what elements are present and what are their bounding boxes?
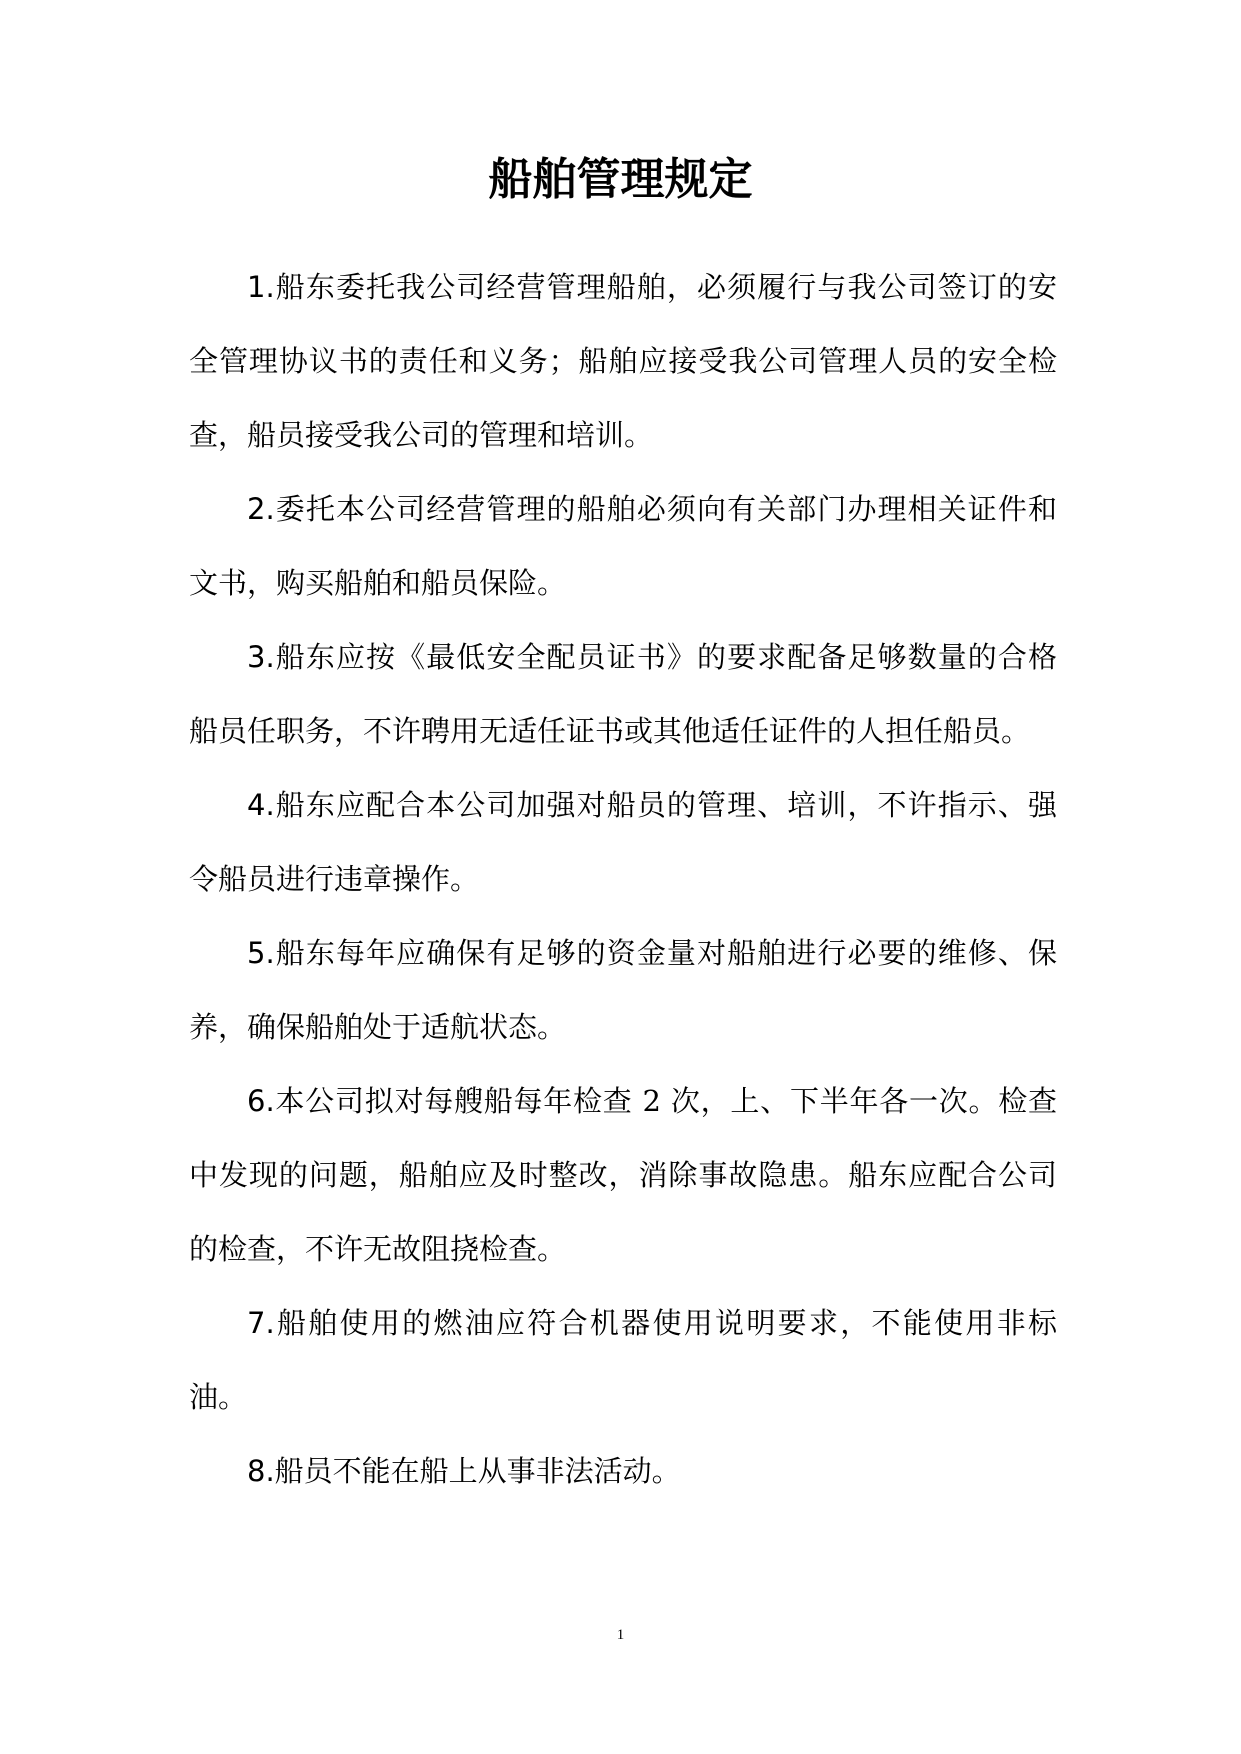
paragraph-text: 船东应按《最低安全配员证书》的要求配备足够数量的合格船员任职务，不许聘用无适任证书或其他适任证件的人担任船员。: [189, 640, 1057, 748]
paragraph-4: [189, 768, 1057, 916]
paragraph-text: 委托本公司经营管理的船舶必须向有关部门办理相关证件和文书，购买船舶和船员保险。: [189, 492, 1057, 600]
paragraph-text: 船东每年应确保有足够的资金量对船舶进行必要的维修、保养，确保船舶处于适航状态。: [189, 936, 1057, 1044]
document-body: [189, 250, 1057, 1508]
paragraph-number: 8.: [247, 1454, 275, 1488]
paragraph-number: 3.: [247, 640, 275, 674]
paragraph-number: 4.: [247, 788, 275, 822]
paragraph-number: 2.: [247, 492, 275, 526]
paragraph-number: 5.: [247, 936, 275, 970]
paragraph-number: 6.: [247, 1084, 275, 1118]
page-number: 1: [616, 1627, 625, 1643]
paragraph-text: 船员不能在船上从事非法活动。: [274, 1454, 681, 1488]
document-title: 船舶管理规定: [488, 154, 753, 205]
paragraph-7: [189, 1286, 1057, 1434]
paragraph-number: 7.: [247, 1306, 275, 1340]
paragraph-number: 1.: [247, 270, 275, 304]
paragraph-text: 船东委托我公司经营管理船舶，必须履行与我公司签订的安全管理协议书的责任和义务；船舶应接受我公司管理人员的安全检查，船员接受我公司的管理和培训。: [189, 270, 1057, 452]
paragraph-2: [189, 472, 1057, 620]
paragraph-1: [189, 250, 1057, 472]
paragraph-text: 船舶使用的燃油应符合机器使用说明要求，不能使用非标油。: [189, 1306, 1057, 1414]
paragraph-5: [189, 916, 1057, 1064]
paragraph-text: 本公司拟对每艘船每年检查 2 次，上、下半年各一次。检查中发现的问题，船舶应及时整改，消除事故隐患。船东应配合公司的检查，不许无故阻挠检查。: [189, 1084, 1057, 1266]
paragraph-text: 船东应配合本公司加强对船员的管理、培训，不许指示、强令船员进行违章操作。: [189, 788, 1057, 896]
paragraph-8: [189, 1434, 1057, 1508]
paragraph-6: [189, 1064, 1057, 1286]
paragraph-3: [189, 620, 1057, 768]
